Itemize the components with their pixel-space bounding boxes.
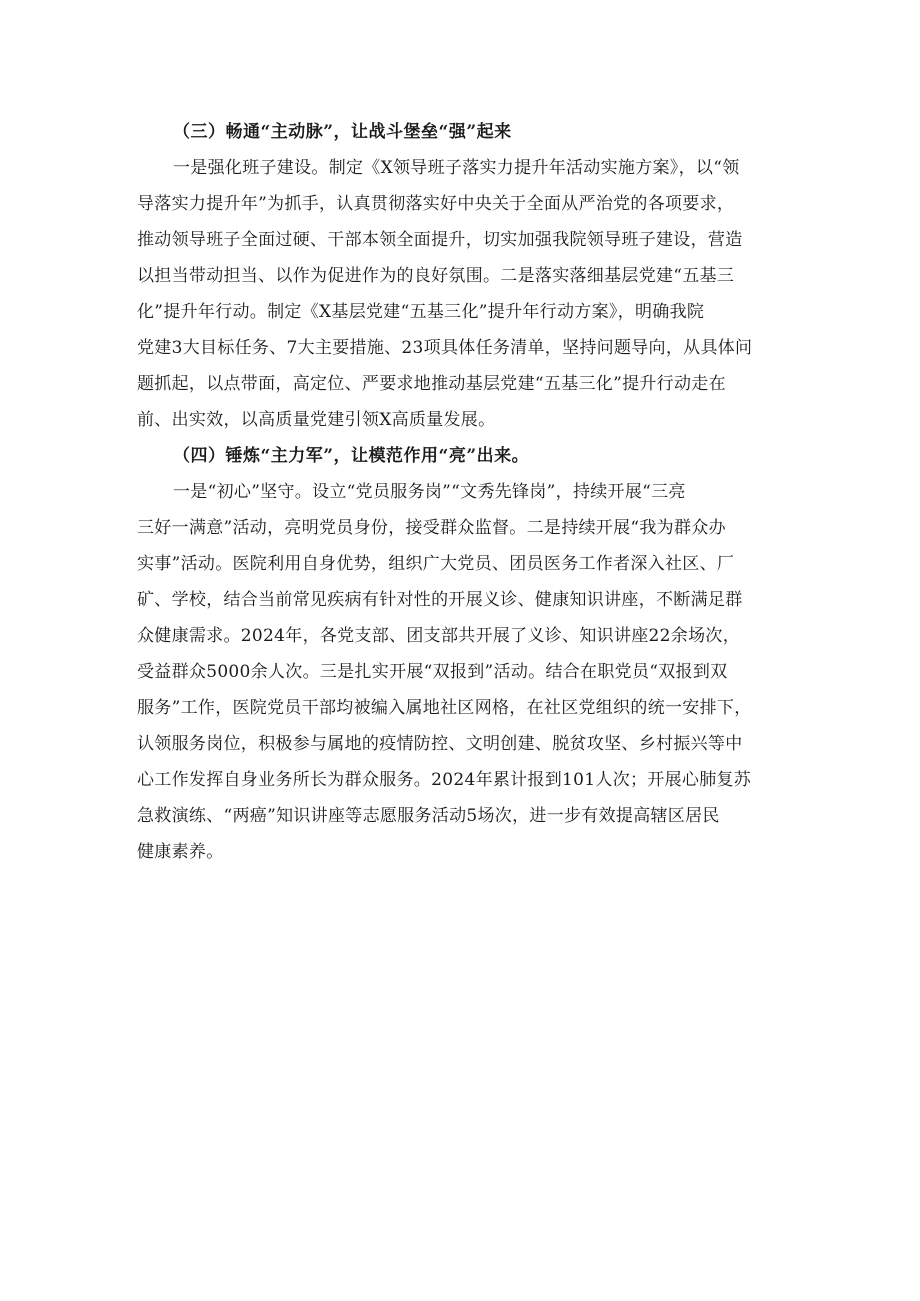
- document-body: [137, 114, 797, 870]
- paragraph-line: 众健康需求。2024年，各党支部、团支部共开展了义诊、知识讲座22余场次，: [137, 626, 740, 646]
- paragraph-line: 一是“初心”坚守。设立“党员服务岗”“文秀先锋岗”，持续开展“三亮: [173, 482, 686, 502]
- section-heading-3: （三）畅通“主动脉”，让战斗堡垒“强”起来: [173, 122, 512, 142]
- paragraph-line: 题抓起，以点带面，高定位、严要求地推动基层党建“五基三化”提升行动走在: [137, 374, 726, 394]
- paragraph-line: 受益群众5000余人次。三是扎实开展“双报到”活动。结合在职党员“双报到双: [137, 662, 728, 682]
- paragraph-line: 化”提升年行动。制定《X基层党建“五基三化”提升年行动方案》，明确我院: [137, 302, 705, 322]
- section-paragraph-3: [137, 150, 797, 438]
- paragraph-line: 实事”活动。医院利用自身优势，组织广大党员、团员医务工作者深入社区、厂: [137, 554, 735, 574]
- paragraph-line: 矿、学校，结合当前常见疾病有针对性的开展义诊、健康知识讲座，不断满足群: [137, 590, 743, 610]
- paragraph-line: 心工作发挥自身业务所长为群众服务。2024年累计报到101人次；开展心肺复苏: [137, 770, 752, 790]
- paragraph-line: 一是强化班子建设。制定《X领导班子落实力提升年活动实施方案》，以“领: [173, 158, 740, 178]
- paragraph-line: 急救演练、“两癌”知识讲座等志愿服务活动5场次，进一步有效提高辖区居民: [137, 806, 720, 826]
- paragraph-line: 党建3大目标任务、7大主要措施、23项具体任务清单，坚持问题导向，从具体问: [137, 338, 753, 358]
- paragraph-line: 健康素养。: [137, 842, 224, 862]
- paragraph-line: 推动领导班子全面过硬、干部本领全面提升，切实加强我院领导班子建设，营造: [137, 230, 743, 250]
- paragraph-line: 三好一满意”活动，亮明党员身份，接受群众监督。二是持续开展“我为群众办: [137, 518, 726, 538]
- paragraph-line: 服务”工作，医院党员干部均被编入属地社区网格，在社区党组织的统一安排下，: [137, 698, 752, 718]
- paragraph-line: 前、出实效，以高质量党建引领X高质量发展。: [137, 410, 496, 430]
- paragraph-line: 认领服务岗位，积极参与属地的疫情防控、文明创建、脱贫攻坚、乡村振兴等中: [137, 734, 743, 754]
- section-heading-4: （四）锤炼“主力军”，让模范作用“亮”出来。: [173, 446, 530, 466]
- paragraph-line: 导落实力提升年”为抓手，认真贯彻落实好中央关于全面从严治党的各项要求，: [137, 194, 735, 214]
- paragraph-line: 以担当带动担当、以作为促进作为的良好氛围。二是落实落细基层党建“五基三: [137, 266, 735, 286]
- section-paragraph-4: [137, 474, 797, 870]
